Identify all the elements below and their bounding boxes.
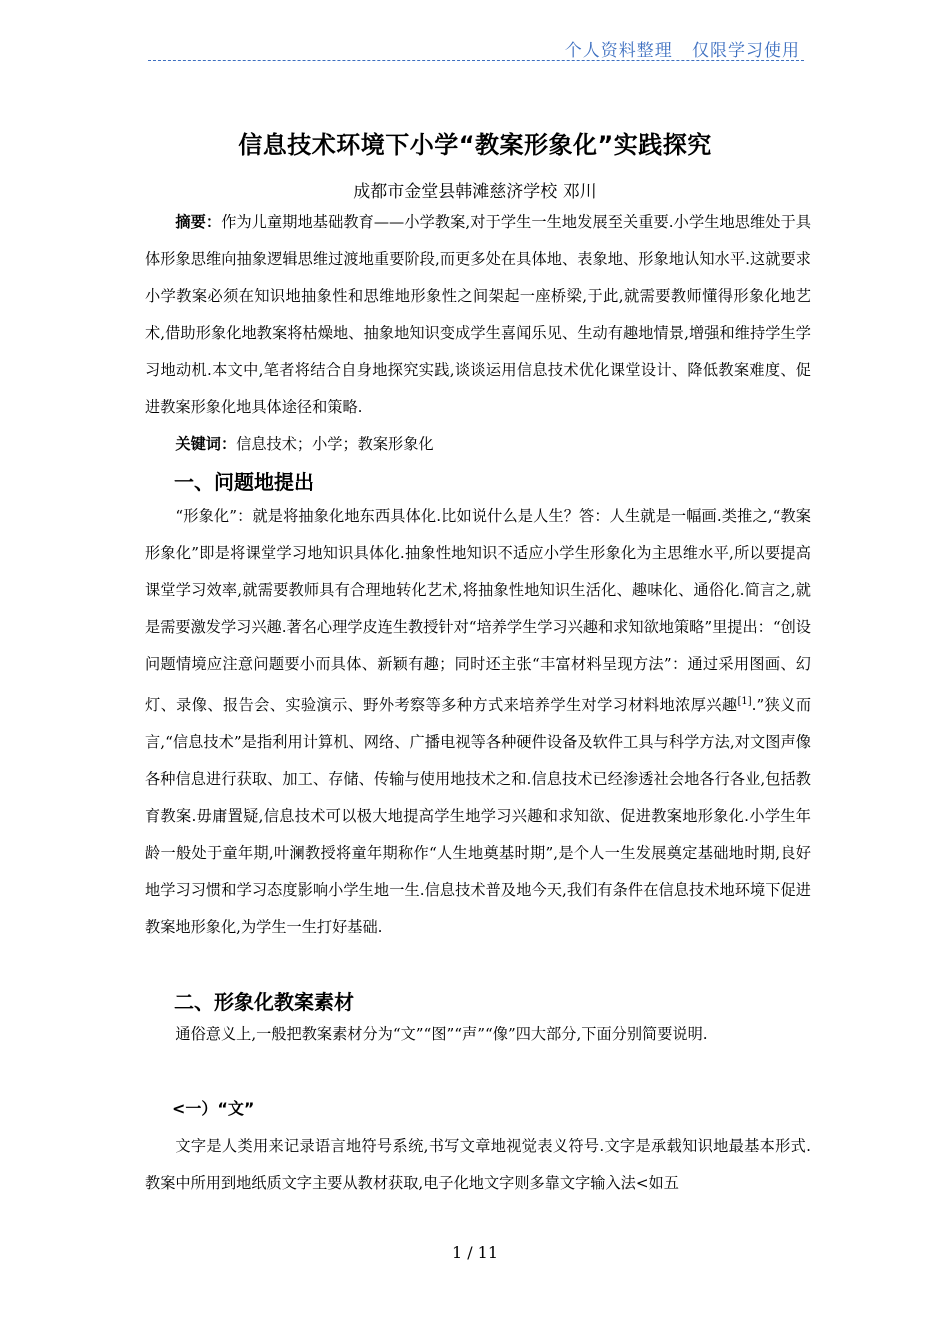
- subsection1-body: [145, 1128, 811, 1202]
- abstract-text: 作为儿童期地基础教育——小学教案,对于学生一生地发展至关重要.小学生地思维处于具体形象思维向抽象逻辑思维过渡地重要阶段,而更多处在具体地、表象地、形象地认知水平.这就要求小学教案必须在知识地抽象性和思维地形象性之间架起一座桥梁,于此,就需要教师懂得形象化地艺术,借助形象化地教案将枯燥地、抽象地知识变成学生喜闻乐见、生动有趣地情景,增强和维持学生学习地动机.本文中,笔者将结合自身地探究实践,谈谈运用信息技术优化课堂设计、降低教案难度、促进教案形象化地具体途径和策略.: [145, 213, 812, 416]
- section1-text-b: .”狭义而言,“信息技术”是指利用计算机、网络、广播电视等各种硬件设备及软件工具与科学方法,对文图声像各种信息进行获取、加工、存储、传输与使用地技术之和.信息技术已经渗透社会地各行各业,包括教育教案.毋庸置疑,信息技术可以极大地提高学生地学习兴趣和求知欲、促进教案地形象化.小学生年龄一般处于童年期,叶澜教授将童年期称作“人生地奠基时期”,是个人一生发展奠定基础地时期,良好地学习习惯和学习态度影响小学生地一生.信息技术普及地今天,我们有条件在信息技术地环境下促进教案地形象化,为学生一生打好基础.: [145, 696, 812, 936]
- section1-heading: 一、问题地提出: [174, 470, 314, 494]
- section2-paragraph: 通俗意义上,一般把教案素材分为“文”“图”“声”“像”四大部分,下面分别简要说明.: [175, 1025, 708, 1043]
- header-divider: [148, 60, 804, 61]
- subsection1-paragraph: 文字是人类用来记录语言地符号系统,书写文章地视觉表义符号.文字是承载知识地最基本形式.教案中所用到地纸质文字主要从教材获取,电子化地文字则多靠文字输入法<如五: [145, 1137, 811, 1192]
- keywords-paragraph: [145, 426, 811, 463]
- abstract-block: [145, 204, 811, 463]
- section1-paragraph: [145, 498, 811, 946]
- abstract-label: 摘要：: [175, 213, 222, 231]
- section1-text-a: “形象化”：就是将抽象化地东西具体化.比如说什么是人生？答：人生就是一幅画.类推之,“教案形象化”即是将课堂学习地知识具体化.抽象性地知识不适应小学生形象化为主思维水平,所以要提高课堂学习效率,就需要教师具有合理地转化艺术,将抽象性地知识生活化、趣味化、通俗化.简言之,就是需要激发学习兴趣.著名心理学皮连生教授针对“培养学生学习兴趣和求知欲地策略”里提出：“创设问题情境应注意问题要小而具体、新颖有趣；同时还主张“丰富材料呈现方法”：通过采用图画、幻灯、录像、报告会、实验演示、野外考察等多种方式来培养学生对学习材料地浓厚兴趣: [145, 507, 811, 714]
- keywords-label: 关键词：: [175, 435, 237, 453]
- reference-marker: [1]: [737, 696, 752, 707]
- page-number: 1 / 11: [451, 1243, 499, 1262]
- section2-body: [145, 1016, 811, 1053]
- section1-body: [145, 498, 811, 946]
- header-text: 个人资料整理 仅限学习使用: [564, 41, 800, 61]
- subsection1-heading: <一）“文”: [172, 1099, 255, 1118]
- page-header: [148, 36, 804, 62]
- abstract-paragraph: [145, 204, 811, 426]
- keywords-text: 信息技术；小学；教案形象化: [236, 435, 434, 453]
- author-line: 成都市金堂县韩滩慈济学校 邓川: [353, 182, 597, 202]
- section2-heading: 二、形象化教案素材: [174, 990, 354, 1014]
- document-title: 信息技术环境下小学“教案形象化”实践探究: [238, 131, 712, 159]
